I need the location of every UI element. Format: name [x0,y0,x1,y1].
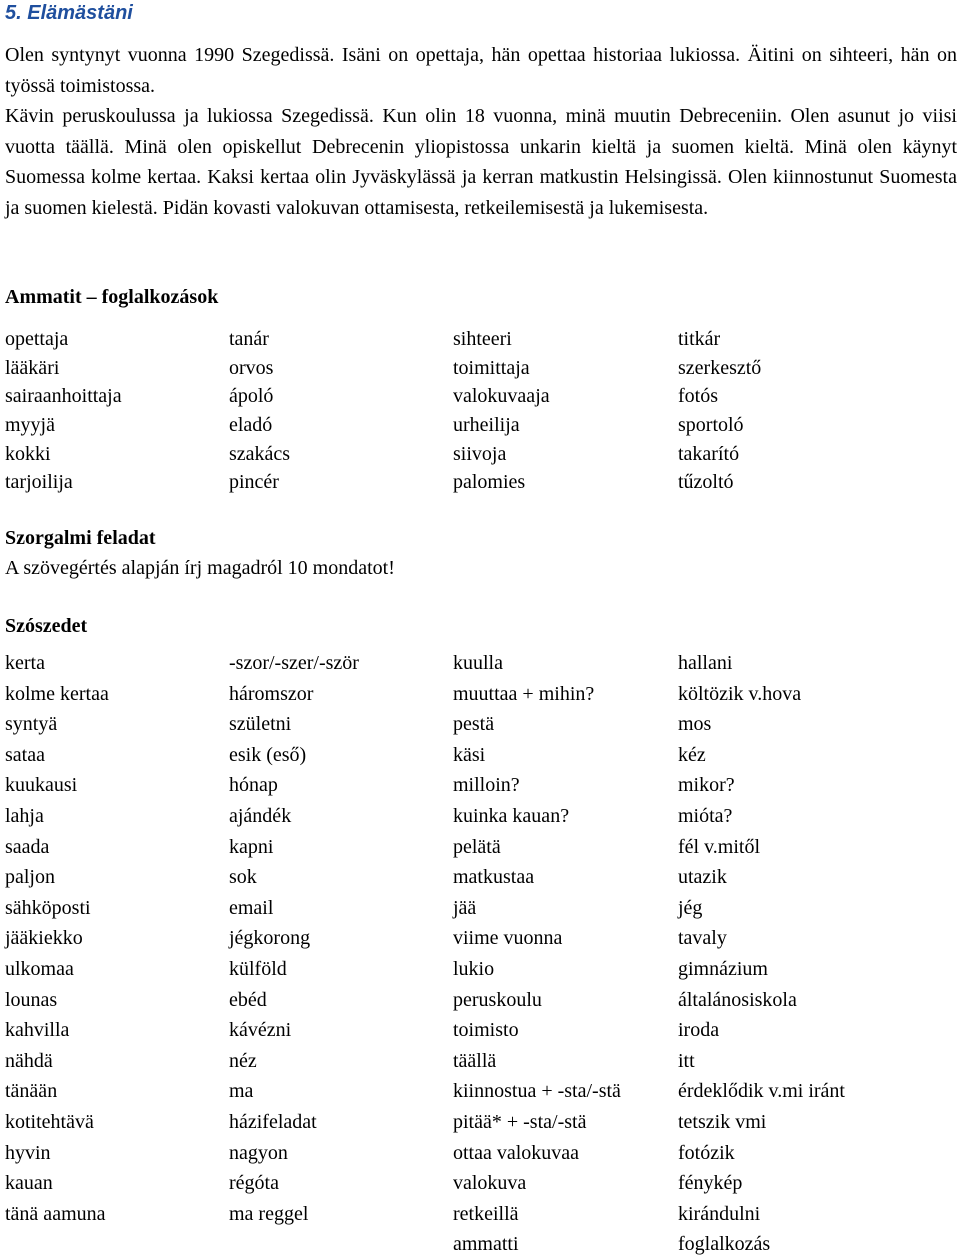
word-cell: pelätä [453,835,501,858]
word-cell: kolme kertaa [5,682,109,705]
jobs-row [5,468,955,497]
word-cell: fél v.mitől [678,835,761,858]
word-cell: valokuvaaja [453,385,550,408]
vocab-row [5,893,955,924]
word-cell: ápoló [229,385,274,408]
word-cell: kuukausi [5,774,78,797]
word-cell: pincér [229,471,279,494]
word-cell: háromszor [229,682,314,705]
word-cell: muuttaa + mihin? [453,682,595,705]
word-cell: hyvin [5,1141,51,1164]
word-cell: kotitehtävä [5,1110,94,1133]
word-cell: milloin? [453,774,520,797]
word-cell: lahja [5,804,44,827]
word-cell: kéz [678,743,706,766]
word-cell: toimittaja [453,356,530,379]
word-cell: ottaa valokuvaa [453,1141,580,1164]
word-cell: szerkesztő [678,356,762,379]
word-cell: toimisto [453,1019,519,1042]
intro-text [5,40,957,223]
word-cell: sok [229,866,257,889]
word-cell: -szor/-szer/-ször [229,652,359,674]
vocab-heading: Szószedet [5,615,88,637]
jobs-table [5,325,955,497]
word-cell: opettaja [5,328,69,350]
word-cell: tavaly [678,927,727,950]
word-cell: sportoló [678,414,744,437]
word-cell: régóta [229,1172,279,1195]
word-cell: ajándék [229,804,292,827]
word-cell: jääkiekko [5,927,83,950]
intro-paragraph-1: Olen syntynyt vuonna 1990 Szegedissä. Isäni on opettaja, hän opettaa historiaa lukiossa. Äitini on sihteeri, hän on työssä toimistossa. [5,44,957,97]
word-cell: siivoja [453,442,507,465]
word-cell: költözik v.hova [678,682,802,705]
word-cell: mos [678,713,712,736]
word-cell: sairaanhoittaja [5,385,122,408]
vocab-row [5,1046,955,1077]
vocab-row [5,1076,955,1107]
word-cell: utazik [678,866,727,889]
word-cell: sähköposti [5,896,91,919]
word-cell: hónap [229,774,278,797]
word-cell: házifeladat [229,1110,317,1133]
word-cell: email [229,896,274,919]
word-cell: szakács [229,442,291,465]
word-cell: kávézni [229,1019,292,1042]
word-cell: valokuva [453,1172,527,1195]
word-cell: ma [229,1080,254,1103]
jobs-heading: Ammatit – foglalkozások [5,286,219,308]
vocab-row [5,1138,955,1169]
vocab-row [5,770,955,801]
vocab-row [5,832,955,863]
word-cell: hallani [678,652,733,674]
word-cell: retkeillä [453,1202,519,1225]
vocab-row [5,801,955,832]
vocab-row [5,1199,955,1230]
vocab-row [5,648,955,679]
word-cell: syntyä [5,713,58,736]
vocab-row [5,1107,955,1138]
word-cell: mióta? [678,804,733,827]
word-cell: tűzoltó [678,471,734,494]
word-cell: ma reggel [229,1202,309,1225]
word-cell: tarjoilija [5,471,73,494]
jobs-row [5,325,955,354]
document-title: 5. Elämästäni [5,2,133,24]
task-text: A szövegértés alapján írj magadról 10 mondatot! [5,557,395,579]
word-cell: nagyon [229,1141,288,1164]
word-cell: lukio [453,957,495,980]
vocab-row [5,862,955,893]
word-cell: iroda [678,1019,720,1042]
word-cell: ulkomaa [5,957,74,980]
word-cell: tänä aamuna [5,1202,106,1225]
word-cell: általánosiskola [678,988,797,1011]
word-cell: pestä [453,713,495,736]
word-cell: viime vuonna [453,927,563,950]
jobs-row [5,411,955,440]
word-cell: kahvilla [5,1019,70,1042]
word-cell: jää [453,896,477,919]
word-cell: fotós [678,385,718,408]
word-cell: kokki [5,442,51,465]
word-cell: myyjä [5,414,55,437]
word-cell: ammatti [453,1233,519,1256]
jobs-row [5,440,955,469]
vocab-row [5,1168,955,1199]
vocab-row [5,923,955,954]
word-cell: érdeklődik v.mi iránt [678,1080,845,1103]
word-cell: orvos [229,356,274,379]
word-cell: foglalkozás [678,1233,771,1256]
word-cell: kirándulni [678,1202,761,1225]
word-cell: täällä [453,1049,497,1072]
word-cell: sataa [5,743,45,766]
vocab-table [5,648,955,1260]
vocab-row [5,709,955,740]
word-cell: palomies [453,471,526,494]
word-cell: tänään [5,1080,58,1103]
word-cell: tanár [229,328,269,350]
word-cell: lounas [5,988,58,1011]
word-cell: születni [229,713,292,736]
word-cell: peruskoulu [453,988,542,1011]
vocab-row [5,740,955,771]
word-cell: paljon [5,866,55,889]
vocab-row [5,679,955,710]
word-cell: kauan [5,1172,53,1195]
word-cell: käsi [453,743,486,766]
word-cell: jégkorong [229,927,311,950]
vocab-row [5,1015,955,1046]
word-cell: tetszik vmi [678,1110,767,1133]
word-cell: takarító [678,442,740,465]
word-cell: ebéd [229,988,267,1011]
word-cell: mikor? [678,774,735,797]
jobs-row [5,382,955,411]
word-cell: külföld [229,957,287,980]
word-cell: esik (eső) [229,743,307,766]
word-cell: saada [5,835,50,858]
word-cell: kerta [5,652,45,674]
word-cell: pitää* + -sta/-stä [453,1110,587,1133]
word-cell: titkár [678,328,721,350]
word-cell: kuinka kauan? [453,804,570,827]
word-cell: eladó [229,414,273,437]
word-cell: jég [678,896,703,919]
word-cell: itt [678,1049,695,1072]
word-cell: kapni [229,835,274,858]
word-cell: urheilija [453,414,520,437]
word-cell: fotózik [678,1141,735,1164]
word-cell: nähdä [5,1049,53,1072]
word-cell: matkustaa [453,866,535,889]
word-cell: kiinnostua + -sta/-stä [453,1080,621,1103]
word-cell: kuulla [453,652,503,674]
word-cell: fénykép [678,1172,743,1195]
vocab-row [5,954,955,985]
word-cell: lääkäri [5,356,60,379]
intro-paragraph-2: Kävin peruskoulussa ja lukiossa Szegedissä. Kun olin 18 vuonna, minä muutin Debreceniin. Olen asunut jo viisi vuotta täällä. Minä olen opiskellut Debrecenin yliopistossa unkarin kieltä ja suomen kieltä. Minä olen käynyt Suomessa kolme kertaa. Kaksi kertaa olin Jyväskylässä ja kerran matkustin Helsingissä. Olen kiinnostunut Suomesta ja suomen kielestä. Pidän kovasti valokuvan ottamisesta, retkeilemisestä ja lukemisesta. [5,105,957,219]
vocab-row [5,1229,955,1260]
jobs-row [5,354,955,383]
task-heading: Szorgalmi feladat [5,527,156,549]
vocab-row [5,985,955,1016]
word-cell: gimnázium [678,957,768,980]
word-cell: néz [229,1049,257,1072]
word-cell: sihteeri [453,328,512,350]
